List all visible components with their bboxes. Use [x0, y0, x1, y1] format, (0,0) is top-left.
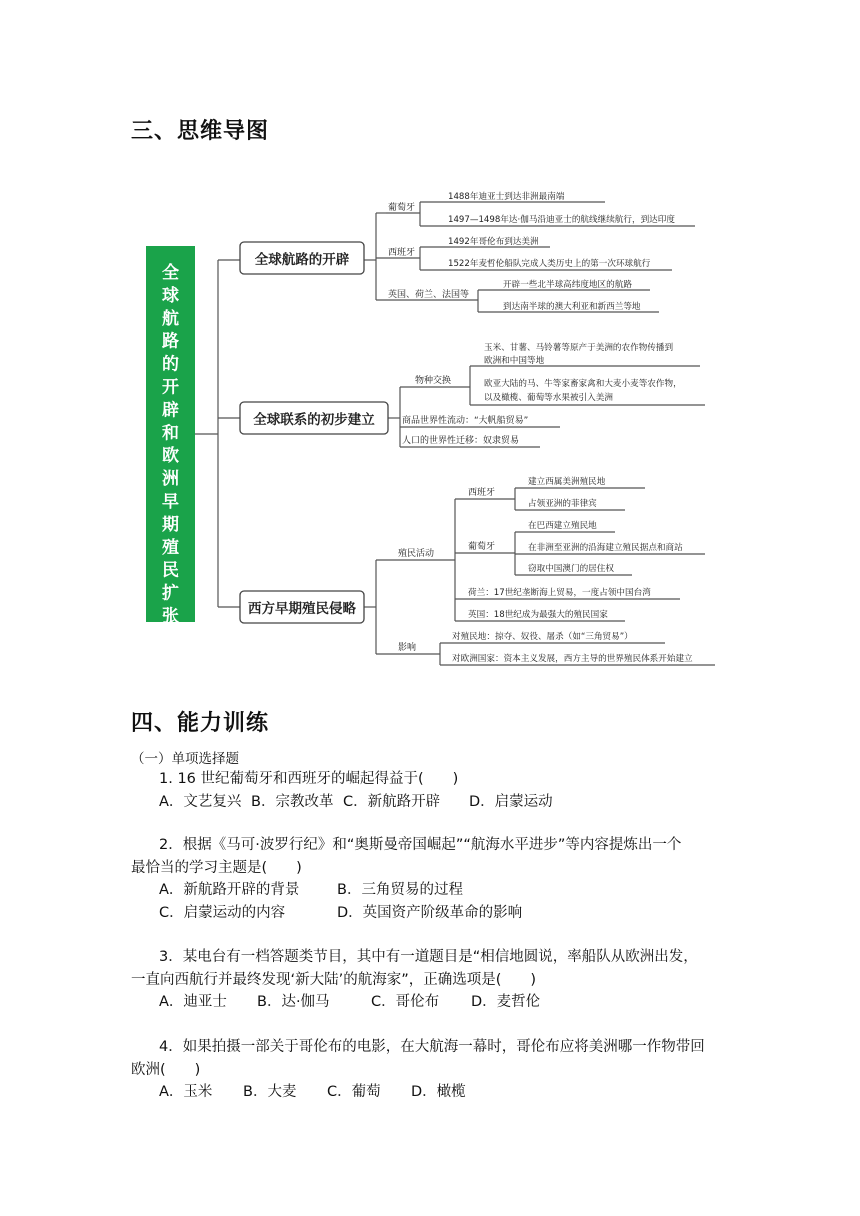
leaf: 1497—1498年达·伽马沿迪亚士的航线继续航行，到达印度 [448, 215, 675, 225]
leaf: 以及橄榄、葡萄等水果被引入美洲 [484, 393, 613, 403]
leaf: 欧亚大陆的马、牛等家畜家禽和大麦小麦等农作物， [484, 379, 682, 389]
question-options [131, 791, 741, 814]
root-char: 和 [162, 423, 179, 444]
question-stem: 2．根据《马可·波罗行纪》和“奥斯曼帝国崛起”“航海水平进步”等内容提炼出一个 [159, 837, 682, 853]
group-portugal: 葡萄牙 [468, 542, 496, 552]
leaf: 到达南半球的澳大利亚和新西兰等地 [503, 302, 641, 312]
group-impact: 影响 [398, 643, 417, 653]
group-exchange: 物种交换 [415, 376, 452, 386]
leaf: 占领亚洲的菲律宾 [528, 499, 597, 509]
question-stem: 3．某电台有一档答题类节目，其中有一道题目是“相信地圆说，率船队从欧洲出发， [159, 949, 698, 965]
root-char: 路 [162, 331, 179, 352]
heading-training: 四、能力训练 [131, 711, 270, 736]
leaf: 1492年哥伦布到达美洲 [448, 237, 539, 247]
root-char: 球 [162, 285, 179, 306]
question-2 [131, 834, 741, 924]
root-char: 全 [162, 263, 179, 283]
root-char: 辟 [162, 400, 179, 421]
option-c[interactable]: C．启蒙运动的内容 [159, 904, 286, 921]
option-c[interactable]: C．哥伦布 [371, 994, 440, 1010]
leaf: 1522年麦哲伦船队完成人类历史上的第一次环球航行 [448, 259, 651, 269]
goods: 商品世界性流动：“大帆船贸易” [402, 416, 529, 426]
branch3-title: 西方早期殖民侵略 [248, 601, 356, 617]
option-a[interactable]: A．迪亚士 [159, 994, 227, 1010]
option-b[interactable]: B．三角贸易的过程 [337, 882, 463, 898]
branch1-title: 全球航路的开辟 [254, 252, 350, 268]
root-char: 航 [162, 308, 179, 329]
question-1 [131, 768, 741, 813]
root-char: 洲 [162, 469, 179, 490]
branch2-title: 全球联系的初步建立 [253, 412, 375, 428]
group-spain: 西班牙 [388, 248, 416, 258]
option-a[interactable]: A．玉米 [159, 1084, 213, 1100]
leaf: 在非洲至亚洲的沿海建立殖民据点和商站 [528, 543, 683, 553]
group-spain: 西班牙 [468, 488, 496, 498]
group-portugal: 葡萄牙 [388, 203, 416, 213]
root-char: 的 [162, 354, 179, 375]
option-d[interactable]: D．启蒙运动 [469, 793, 553, 810]
question-3 [131, 946, 741, 1014]
section-single-choice: （一）单项选择题 [131, 751, 239, 767]
option-d[interactable]: D．麦哲伦 [471, 994, 541, 1010]
question-options [131, 879, 741, 902]
option-b[interactable]: B．大麦 [243, 1084, 297, 1100]
root-char: 殖 [162, 537, 179, 558]
netherlands: 荷兰：17世纪垄断海上贸易，一度占领中国台湾 [468, 588, 651, 598]
option-d[interactable]: D．英国资产阶级革命的影响 [337, 904, 523, 921]
question-stem: 4．如果拍摄一部关于哥伦布的电影，在大航海一幕时，哥伦布应将美洲哪一作物带回 [159, 1039, 705, 1055]
migration: 人口的世界性迁移：奴隶贸易 [402, 436, 520, 446]
question-stem: 1. 16 世纪葡萄牙和西班牙的崛起得益于( ) [159, 771, 459, 787]
option-a[interactable]: A．新航路开辟的背景 [159, 882, 300, 898]
group-others: 英国、荷兰、法国等 [388, 290, 470, 300]
leaf: 欧洲和中国等地 [484, 356, 545, 366]
group-activities: 殖民活动 [398, 549, 435, 559]
option-c[interactable]: C．葡萄 [327, 1084, 381, 1100]
leaf: 开辟一些北半球高纬度地区的航路 [503, 280, 632, 290]
leaf: 窃取中国澳门的居住权 [528, 564, 614, 574]
britain: 英国：18世纪成为最强大的殖民国家 [468, 610, 608, 620]
root-char: 扩 [162, 583, 179, 604]
question-stem: 一直向西航行并最终发现‘新大陆’的航海家”，正确选项是( ) [131, 971, 537, 988]
root-char: 开 [162, 377, 179, 398]
option-d[interactable]: D．橄榄 [411, 1084, 466, 1100]
root-char: 早 [162, 492, 179, 512]
heading-mindmap: 三、思维导图 [131, 119, 270, 144]
root-char: 欧 [162, 446, 179, 467]
root-char: 期 [162, 514, 179, 535]
option-c[interactable]: C．新航路开辟 [343, 793, 441, 810]
leaf: 建立西属美洲殖民地 [528, 477, 606, 487]
leaf: 对欧洲国家：资本主义发展，西方主导的世界殖民体系开始建立 [452, 654, 693, 664]
option-b[interactable]: B．宗教改革 [251, 793, 334, 810]
question-4 [131, 1036, 741, 1104]
root-char: 民 [162, 560, 179, 581]
question-options [131, 1081, 741, 1104]
question-options [131, 902, 741, 925]
option-b[interactable]: B．达·伽马 [257, 994, 330, 1010]
leaf: 在巴西建立殖民地 [528, 521, 597, 531]
question-stem: 欧洲( ) [131, 1061, 201, 1078]
question-options [131, 991, 741, 1014]
question-stem: 最恰当的学习主题是( ) [131, 859, 302, 876]
leaf: 玉米、甘薯、马铃薯等原产于美洲的农作物传播到 [484, 343, 674, 353]
option-a[interactable]: A．文艺复兴 [159, 793, 242, 810]
leaf: 1488年迪亚士到达非洲最南端 [448, 192, 565, 202]
root-char: 张 [162, 606, 179, 627]
leaf: 对殖民地：掠夺、奴役、屠杀（如“三角贸易”） [452, 632, 633, 642]
